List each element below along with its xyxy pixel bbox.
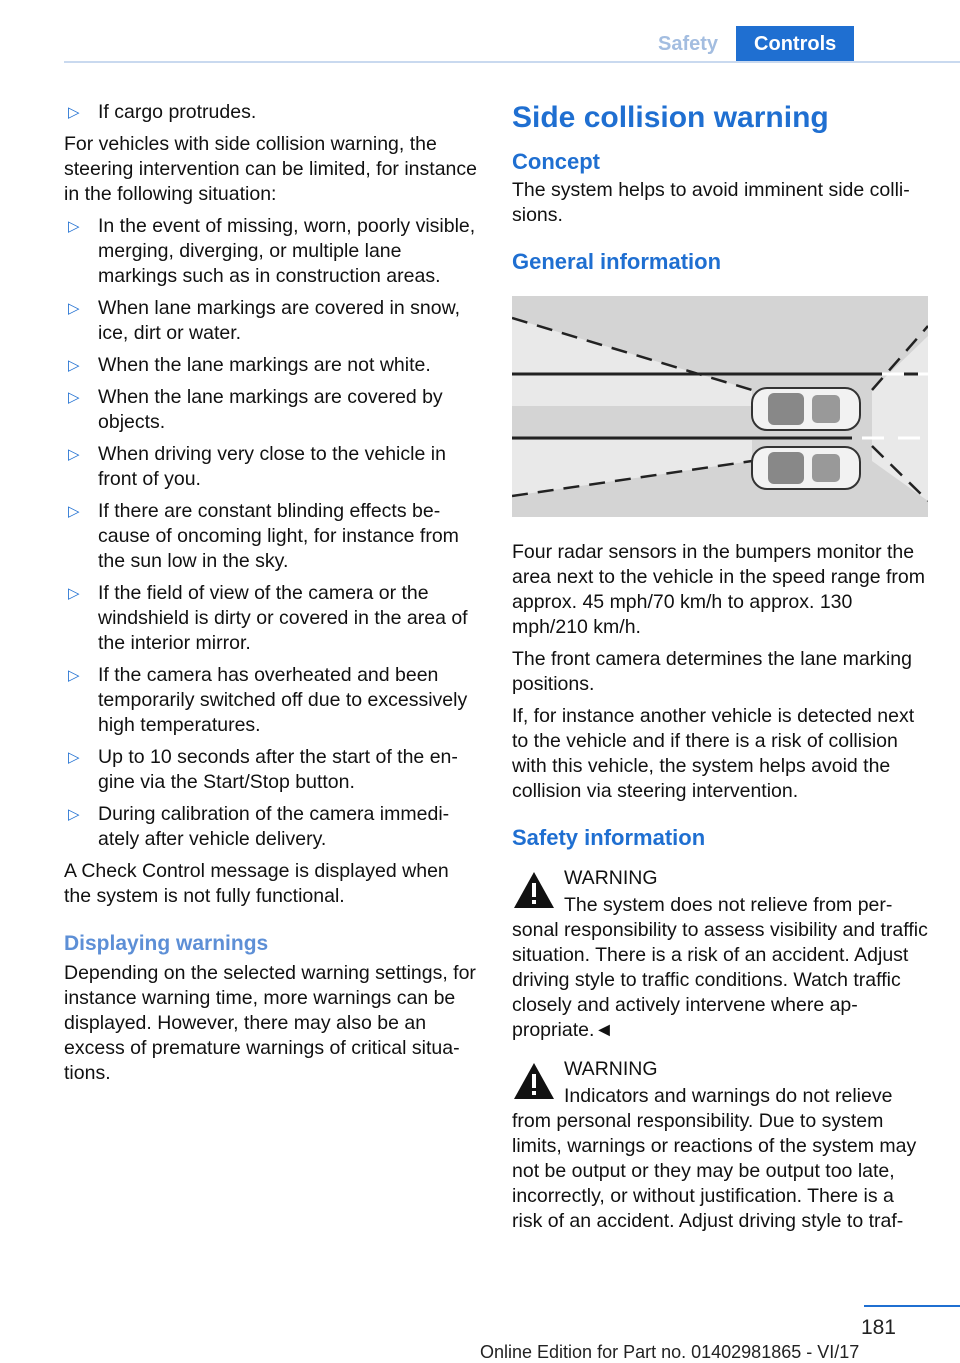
warning-block [512, 866, 928, 1043]
concept-heading: Concept [512, 149, 600, 174]
triangle-bullet-icon: ▷ [68, 357, 80, 374]
limitation-list [64, 214, 480, 852]
triangle-bullet-icon: ▷ [68, 218, 80, 235]
car-upper-icon [752, 388, 860, 430]
general-information-heading: General information [512, 249, 722, 274]
detection-paragraph: If, for instance another vehicle is detected next to the vehicle and if there is a risk of collision with this vehicle, the system helps avoid the collision via steering intervention. [512, 705, 915, 802]
list-item: ▷ In the event of missing, worn, poorly visible, merging, diverging, or multiple lane markings such as in construction areas. [68, 215, 476, 287]
safety-information-heading: Safety information [512, 825, 706, 850]
list-item: ▷ When lane markings are covered in snow, ice, dirt or water. [68, 297, 461, 344]
list-item: ▷ If the camera has overheated and been temporarily switched off due to excessively high temperatures. [68, 664, 468, 736]
warning-block [512, 1057, 928, 1234]
warning-text: Indicators and warnings do not relieve from personal responsibility. Due to system limits, warnings or reactions of the system may not be output or they may be output too late, incorrectly, or without justification. There is a risk of an accident. Adjust driving style to traf- [512, 1085, 917, 1232]
section-tabs [640, 26, 854, 62]
camera-paragraph: The front camera determines the lane marking positions. [512, 648, 912, 695]
tab-controls[interactable]: Controls [736, 26, 854, 62]
list-item: ▷ When the lane markings are covered by objects. [68, 386, 443, 433]
displaying-warnings-heading: Displaying warnings [64, 932, 269, 955]
triangle-bullet-icon: ▷ [68, 389, 80, 406]
tab-safety[interactable]: Safety [640, 26, 736, 62]
left-column [64, 100, 480, 1093]
footer-rule [864, 1305, 960, 1307]
triangle-bullet-icon: ▷ [68, 300, 80, 317]
displaying-warnings-paragraph: Depending on the selected warning settings, for instance warning time, more warnings can be displayed. However, there may also be an excess of premature warnings of critical situations. [64, 962, 476, 1084]
list-item: ▷ If the field of view of the camera or the windshield is dirty or covered in the area of the interior mirror. [68, 582, 468, 654]
triangle-bullet-icon: ▷ [68, 503, 80, 520]
list-item: ▷ If there are constant blinding effects because of oncoming light, for instance from the sun low in the sky. [68, 500, 459, 572]
warning-text: The system does not relieve from personal responsibility to assess visibility and traffic situation. There is a risk of an accident. Adjust driving style to traffic conditions. Watch traffic closely and actively intervene where appropriate.◄ [512, 894, 928, 1041]
warning-triangle-icon [512, 870, 556, 910]
edition-note: Online Edition for Part no. 01402981865 - VI/17 [480, 1342, 860, 1362]
warning-title: WARNING [564, 867, 658, 889]
triangle-bullet-icon: ▷ [68, 749, 80, 766]
concept-paragraph: The system helps to avoid imminent side collisions. [512, 179, 910, 226]
list-item: ▷ Up to 10 seconds after the start of the engine via the Start/Stop button. [68, 746, 458, 793]
cargo-list [64, 100, 480, 125]
triangle-bullet-icon: ▷ [68, 667, 80, 684]
triangle-bullet-icon: ▷ [68, 446, 80, 463]
radar-paragraph: Four radar sensors in the bumpers monitor the area next to the vehicle in the speed range from approx. 45 mph/70 km/h to approx. 130 mph/210 km/h. [512, 541, 926, 638]
car-lower-icon [752, 447, 860, 489]
list-item: ▷ During calibration of the camera immediately after vehicle delivery. [68, 803, 450, 850]
page-title: Side collision warning [512, 101, 829, 134]
warning-title: WARNING [564, 1058, 658, 1080]
triangle-bullet-icon: ▷ [68, 806, 80, 823]
check-control-paragraph: A Check Control message is displayed when the system is not fully functional. [64, 860, 449, 907]
list-item: ▷ When the lane markings are not white. [68, 354, 431, 376]
page-number: 181 [860, 1316, 896, 1339]
triangle-bullet-icon: ▷ [68, 104, 80, 121]
triangle-bullet-icon: ▷ [68, 585, 80, 602]
list-item: ▷ If cargo protrudes. [68, 101, 257, 123]
header-rule [64, 61, 960, 63]
side-collision-diagram [512, 296, 928, 517]
intro-paragraph: For vehicles with side collision warning, the steering intervention can be limited, for instance in the following situation: [64, 133, 477, 205]
warning-triangle-icon [512, 1061, 556, 1101]
right-column [512, 100, 928, 1248]
list-item: ▷ When driving very close to the vehicle in front of you. [68, 443, 446, 490]
